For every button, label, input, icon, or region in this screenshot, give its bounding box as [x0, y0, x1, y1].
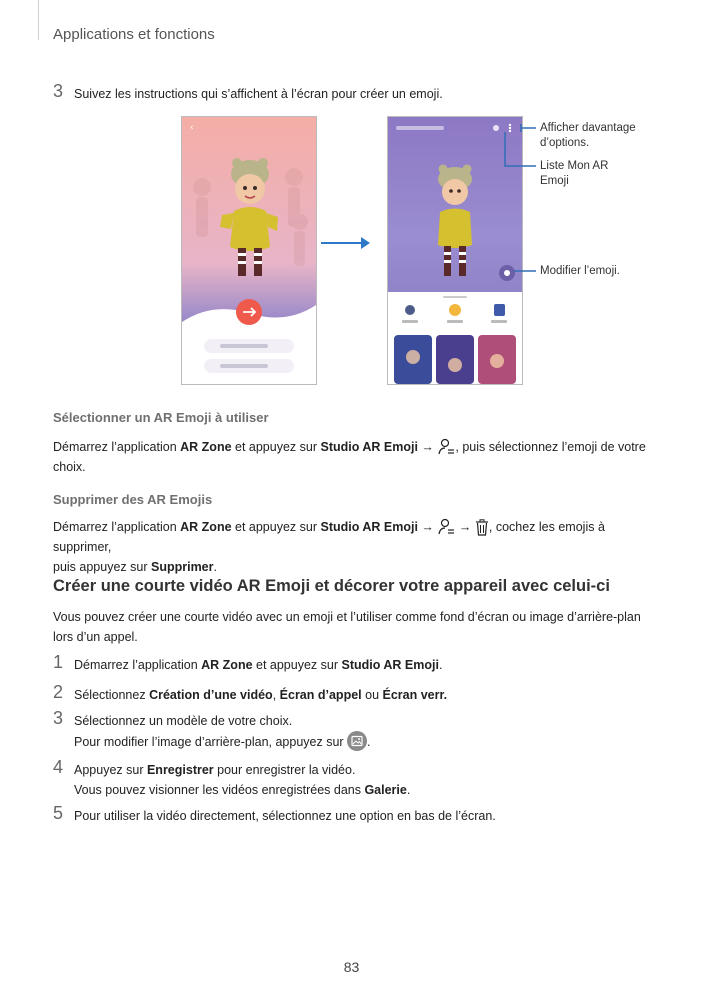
callout-line: Liste Mon AR: [540, 160, 609, 172]
text: ou: [361, 688, 383, 702]
step-number: 2: [53, 682, 64, 702]
step-text: [74, 685, 447, 705]
paragraph-select: [53, 437, 653, 477]
option-label: Création d’une vidéo: [149, 688, 273, 702]
step-number: 3: [53, 81, 64, 101]
text: Vous pouvez créer une courte vidéo avec un emoji et l’utiliser comme fond d’écran ou image d’arrière-plan: [53, 610, 641, 624]
studio-name: Studio AR Emoji: [320, 520, 418, 534]
studio-name: Studio AR Emoji: [320, 440, 418, 454]
text: et appuyez sur: [252, 658, 342, 672]
callout-line: d’options.: [540, 137, 590, 149]
text: Vous pouvez visionner les vidéos enregistrées dans: [74, 783, 365, 797]
background-image-icon: [347, 731, 367, 751]
callout-lines: [490, 118, 540, 278]
my-emoji-list-icon: [437, 438, 455, 456]
paragraph-video-intro: [53, 607, 653, 647]
delete-label: Supprimer: [150, 560, 214, 574]
step-number: 3: [53, 708, 64, 728]
step-number: 4: [53, 757, 64, 777]
option-label: Écran verr.: [382, 688, 448, 702]
step-number: 1: [53, 652, 64, 672]
text: .: [438, 658, 443, 672]
paragraph-delete: [53, 517, 653, 577]
callout-line: Afficher davantage: [540, 122, 636, 134]
option-label: Écran d’appel: [279, 688, 362, 702]
section-title-delete: Supprimer des AR Emojis: [53, 492, 213, 507]
text: lors d’un appel.: [53, 630, 138, 644]
gallery-label: Galerie: [364, 783, 407, 797]
text: .: [213, 560, 217, 574]
text: , cochez les emojis à supprimer,: [53, 520, 605, 554]
trash-icon: [475, 519, 489, 536]
section-title-video: Créer une courte vidéo AR Emoji et décorer votre appareil avec celui-ci: [53, 577, 610, 595]
text: pour enregistrer la vidéo.: [213, 763, 356, 777]
arrow-text: →: [421, 520, 434, 534]
text: ,: [272, 688, 280, 702]
studio-name: Studio AR Emoji: [341, 658, 439, 672]
step-text: Suivez les instructions qui s’affichent à l’écran pour créer un emoji.: [74, 87, 443, 101]
callout-more-options: [540, 121, 636, 151]
my-emoji-list-icon: [437, 518, 455, 536]
text: Démarrez l’application: [53, 520, 181, 534]
arrow-text: →: [421, 440, 434, 454]
text: Sélectionnez: [74, 688, 150, 702]
arrow-icon: [321, 236, 371, 250]
app-name: AR Zone: [201, 658, 253, 672]
text: Appuyez sur: [74, 763, 147, 777]
text: , puis sélectionnez l’emoji de votre: [455, 440, 646, 454]
record-label: Enregistrer: [146, 763, 214, 777]
text: et appuyez sur: [231, 440, 321, 454]
header-rule: [38, 0, 39, 40]
callout-line: Emoji: [540, 175, 569, 187]
page-header: Applications et fonctions: [53, 26, 215, 43]
step-text: [74, 655, 442, 675]
text: et appuyez sur: [231, 520, 321, 534]
callout-edit-emoji: Modifier l’emoji.: [540, 265, 620, 277]
text: Pour modifier l’image d’arrière-plan, appuyez sur: [74, 735, 348, 749]
callout-my-ar-emoji: [540, 159, 608, 189]
svg-text:‹: ‹: [190, 123, 194, 133]
arrow-text: →: [458, 520, 472, 534]
app-name: AR Zone: [180, 440, 232, 454]
text: Sélectionnez un modèle de votre choix.: [74, 714, 293, 728]
step-text: [74, 711, 371, 752]
phone-screenshot-create: [181, 116, 317, 385]
step-text: Pour utiliser la vidéo directement, sélectionnez une option en bas de l’écran.: [74, 809, 496, 823]
text: Démarrez l’application: [74, 658, 202, 672]
step-number: 5: [53, 803, 64, 823]
text: puis appuyez sur: [53, 560, 151, 574]
text: .: [406, 783, 411, 797]
text: choix.: [53, 460, 86, 474]
step-text: [74, 760, 410, 800]
app-name: AR Zone: [180, 520, 232, 534]
page-number: 83: [343, 959, 360, 975]
text: Démarrez l’application: [53, 440, 181, 454]
text: .: [367, 735, 371, 749]
section-title-select: Sélectionner un AR Emoji à utiliser: [53, 410, 269, 425]
